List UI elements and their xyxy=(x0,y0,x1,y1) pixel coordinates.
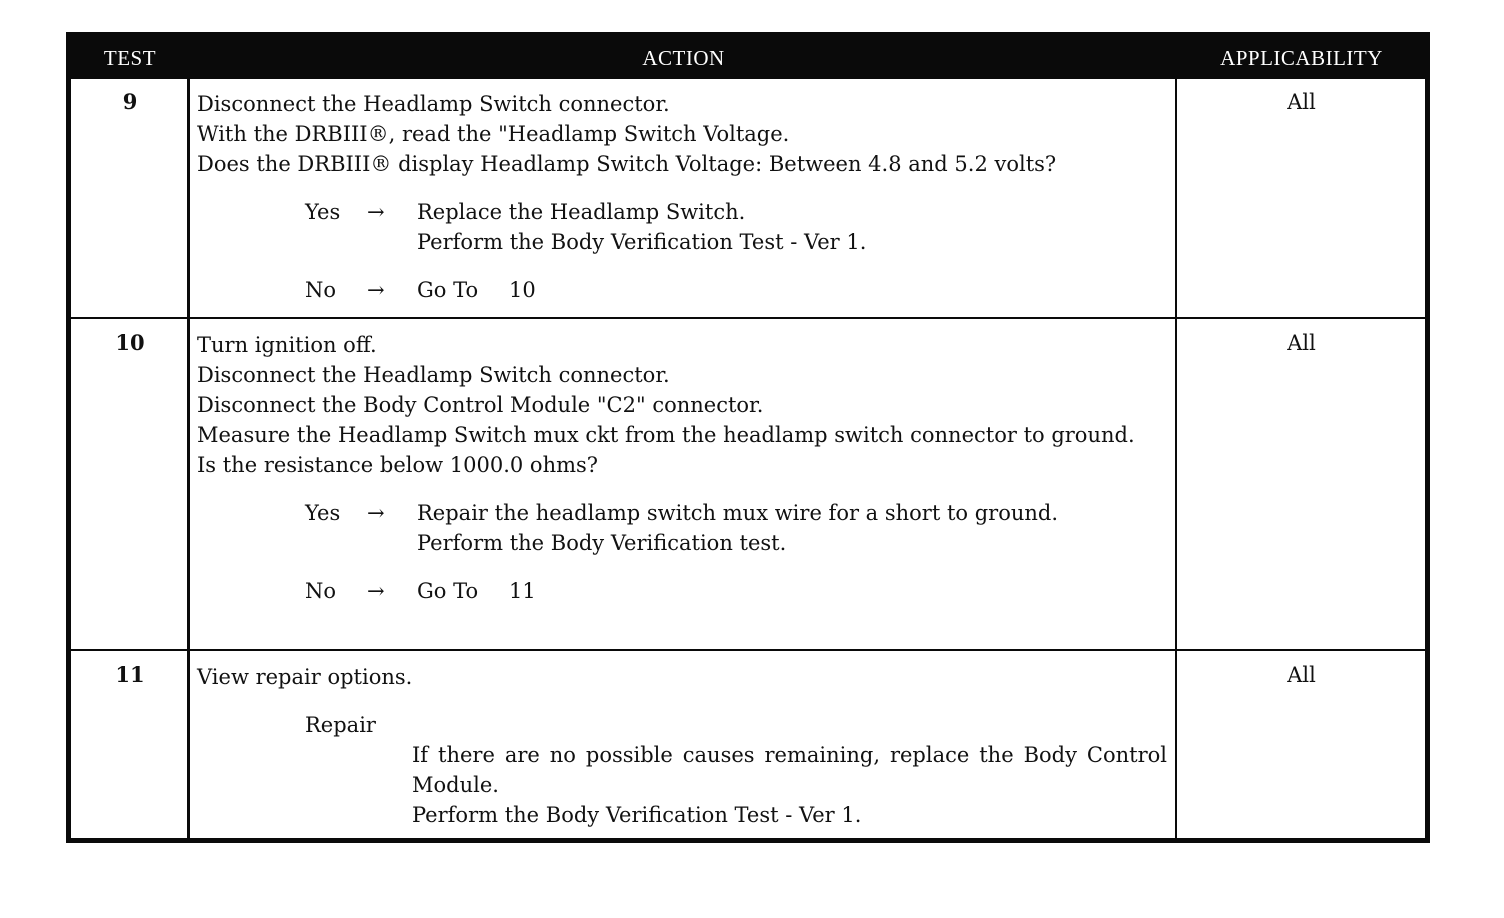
no-branch xyxy=(197,275,1171,305)
right-arrow-icon: → xyxy=(367,200,385,224)
repair-text: If there are no possible causes remaining, replace the Body Control Module. xyxy=(412,743,1167,797)
yes-action-text: Perform the Body Verification Test - Ver 1. xyxy=(417,230,867,254)
right-arrow-icon: → xyxy=(367,579,385,603)
action-cell xyxy=(197,89,1171,305)
step-text: Turn ignition off. xyxy=(197,333,377,357)
step-text: Measure the Headlamp Switch mux ckt from the headlamp switch connector to ground. xyxy=(197,423,1135,447)
goto-label: Go To xyxy=(417,278,479,302)
step-text: Disconnect the Headlamp Switch connector. xyxy=(197,363,670,387)
step-text: View repair options. xyxy=(197,665,413,689)
row-divider xyxy=(71,649,1425,651)
yes-action-text: Repair the headlamp switch mux wire for a short to ground. xyxy=(417,501,1059,525)
applicability-value: All xyxy=(1287,663,1316,687)
goto-test-number: 10 xyxy=(509,278,536,302)
no-branch xyxy=(197,576,1171,606)
test-number: 10 xyxy=(115,330,145,355)
step-text: Is the resistance below 1000.0 ohms? xyxy=(197,453,599,477)
step-text: Does the DRBIII® display Headlamp Switch Voltage: Between 4.8 and 5.2 volts? xyxy=(197,152,1057,176)
yes-branch xyxy=(197,498,1171,528)
step-text: Disconnect the Headlamp Switch connector. xyxy=(197,92,670,116)
applicability-value: All xyxy=(1287,90,1316,114)
yes-action-text: Perform the Body Verification test. xyxy=(417,531,787,555)
yes-action-text: Replace the Headlamp Switch. xyxy=(417,200,746,224)
yes-branch xyxy=(197,197,1171,227)
action-cell xyxy=(197,330,1171,606)
table-header xyxy=(71,37,1425,79)
action-cell xyxy=(197,662,1171,830)
no-label: No xyxy=(305,278,337,302)
yes-label: Yes xyxy=(305,501,341,525)
column-divider xyxy=(187,79,190,838)
row-divider xyxy=(71,317,1425,319)
header-action: ACTION xyxy=(642,46,725,70)
goto-label: Go To xyxy=(417,579,479,603)
header-applicability: APPLICABILITY xyxy=(1220,46,1383,70)
yes-label: Yes xyxy=(305,200,341,224)
right-arrow-icon: → xyxy=(367,278,385,302)
test-number: 9 xyxy=(122,89,138,114)
header-test: TEST xyxy=(103,46,157,70)
step-text: Disconnect the Body Control Module "C2" connector. xyxy=(197,393,764,417)
diagnostic-test-table xyxy=(66,32,1430,843)
right-arrow-icon: → xyxy=(367,501,385,525)
applicability-value: All xyxy=(1287,331,1316,355)
repair-label: Repair xyxy=(305,713,376,737)
test-number: 11 xyxy=(115,662,145,687)
no-label: No xyxy=(305,579,337,603)
repair-verify-text: Perform the Body Verification Test - Ver 1. xyxy=(412,803,862,827)
column-divider xyxy=(1175,79,1177,838)
goto-test-number: 11 xyxy=(509,579,536,603)
step-text: With the DRBIII®, read the "Headlamp Switch Voltage. xyxy=(197,122,790,146)
